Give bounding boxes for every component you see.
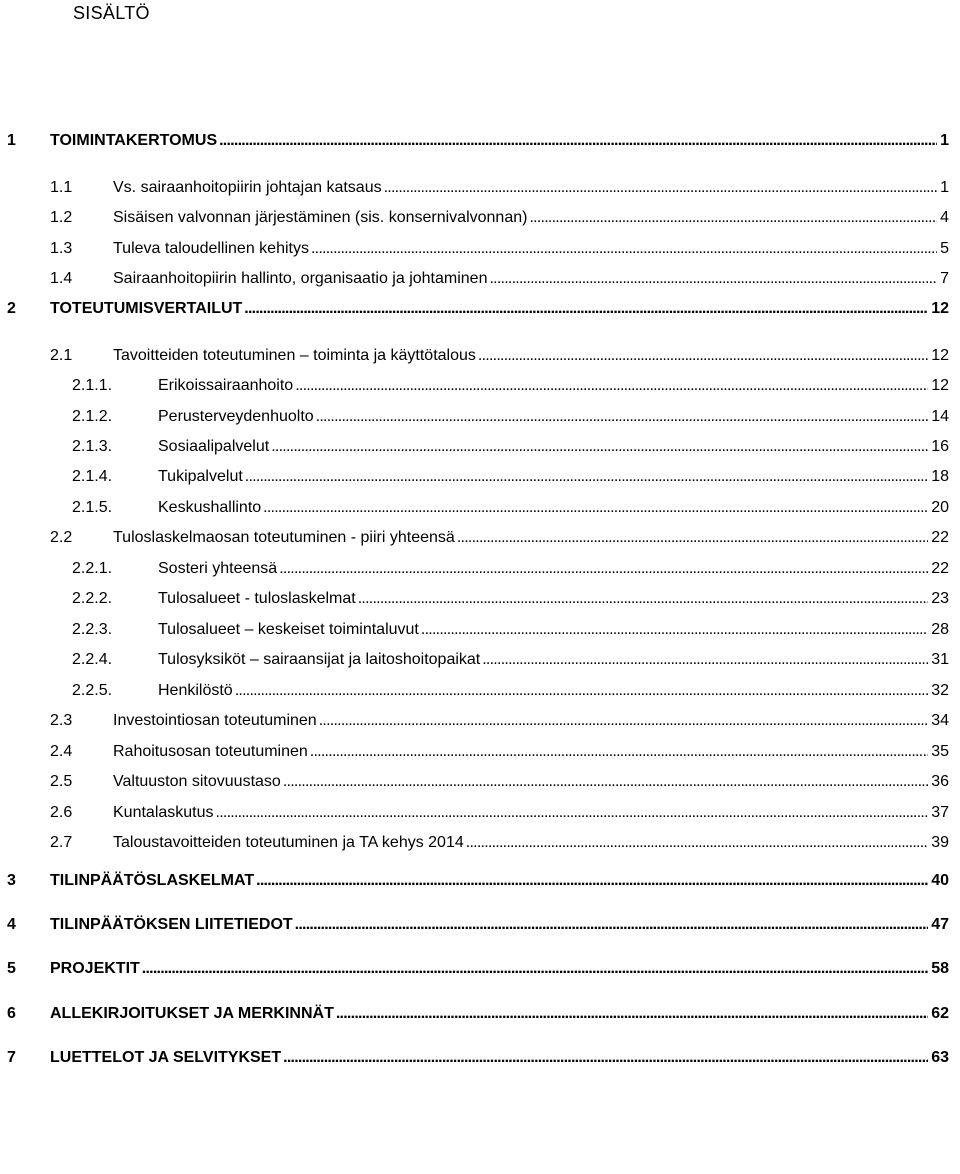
dot-leader bbox=[466, 832, 928, 854]
dot-leader bbox=[311, 238, 937, 260]
dot-leader bbox=[142, 958, 928, 980]
toc-entry-page-number: 36 bbox=[931, 773, 949, 790]
toc-entry-line bbox=[158, 619, 949, 641]
toc-entry-number: 4 bbox=[7, 916, 16, 933]
toc-entry-line bbox=[50, 958, 949, 980]
toc-entry-page-number: 5 bbox=[940, 240, 949, 257]
toc-entry-label: TOIMINTAKERTOMUS bbox=[50, 132, 218, 149]
toc-entry-page-number: 40 bbox=[931, 872, 949, 889]
toc-entry-line bbox=[50, 298, 949, 320]
toc-entry-label: Valtuuston sitovuustaso bbox=[113, 773, 281, 790]
toc-entry-2-2-5-henkilosto[interactable] bbox=[0, 680, 960, 702]
toc-entry-label: Rahoitusosan toteutuminen bbox=[113, 743, 308, 760]
toc-entry-number: 2 bbox=[7, 300, 16, 317]
dot-leader bbox=[310, 741, 928, 763]
dot-leader bbox=[244, 298, 928, 320]
toc-entry-page-number: 47 bbox=[931, 916, 949, 933]
toc-entry-page-number: 22 bbox=[931, 529, 949, 546]
toc-entry-number: 2.7 bbox=[50, 834, 73, 851]
toc-entry-6-allekirjoitukset-ja-merkinnat[interactable] bbox=[0, 1003, 960, 1025]
dot-leader bbox=[457, 527, 928, 549]
dot-leader bbox=[263, 497, 928, 519]
toc-entry-number: 2.2.1. bbox=[72, 560, 113, 577]
toc-entry-page-number: 35 bbox=[931, 743, 949, 760]
toc-entry-label: LUETTELOT JA SELVITYKSET bbox=[50, 1049, 282, 1066]
toc-entry-2-1-3-sosiaalipalvelut[interactable] bbox=[0, 436, 960, 458]
toc-entry-label: Investointiosan toteutuminen bbox=[113, 712, 317, 729]
toc-entry-label: Sairaanhoitopiirin hallinto, organisaatio ja johtaminen bbox=[113, 270, 488, 287]
dot-leader bbox=[358, 588, 928, 610]
toc-entry-line bbox=[50, 130, 949, 152]
toc-entry-3-tilinpaatoslaskelmat[interactable] bbox=[0, 870, 960, 892]
toc-entry-label: Erikoissairaanhoito bbox=[158, 377, 294, 394]
toc-entry-line bbox=[158, 588, 949, 610]
toc-entry-1-4-sairaanhoitopiirin-hallinto-organisaatio-ja-johtaminen[interactable] bbox=[0, 268, 960, 290]
toc-entry-page-number: 39 bbox=[931, 834, 949, 851]
toc-entry-1-1-vs-sairaanhoitopiirin-johtajan-katsaus[interactable] bbox=[0, 177, 960, 199]
dot-leader bbox=[478, 345, 928, 367]
toc-entry-line bbox=[113, 207, 949, 229]
toc-entry-number: 2.1.1. bbox=[72, 377, 113, 394]
toc-entry-page-number: 62 bbox=[931, 1005, 949, 1022]
toc-entry-number: 1.4 bbox=[50, 270, 73, 287]
toc-entry-page-number: 34 bbox=[931, 712, 949, 729]
toc-entry-line bbox=[158, 375, 949, 397]
toc-entry-line bbox=[158, 649, 949, 671]
toc-entry-number: 6 bbox=[7, 1005, 16, 1022]
toc-entry-number: 2.3 bbox=[50, 712, 73, 729]
toc-entry-number: 2.2.2. bbox=[72, 590, 113, 607]
toc-entry-number: 2.2.4. bbox=[72, 651, 113, 668]
toc-entry-line bbox=[50, 870, 949, 892]
dot-leader bbox=[256, 870, 928, 892]
toc-entry-label: TILINPÄÄTÖSLASKELMAT bbox=[50, 872, 255, 889]
toc-entry-page-number: 32 bbox=[931, 682, 949, 699]
toc-entry-label: Perusterveydenhuolto bbox=[158, 408, 314, 425]
dot-leader bbox=[319, 710, 929, 732]
toc-entry-label: Sisäisen valvonnan järjestäminen (sis. konsernivalvonnan) bbox=[113, 209, 528, 226]
toc-entry-label: Sosteri yhteensä bbox=[158, 560, 278, 577]
toc-entry-label: Tulosyksiköt – sairaansijat ja laitoshoitopaikat bbox=[158, 651, 481, 668]
toc-entry-line bbox=[113, 527, 949, 549]
toc-entry-4-tilinpaatoksen-liitetiedot[interactable] bbox=[0, 914, 960, 936]
toc-entry-number: 1 bbox=[7, 132, 16, 149]
toc-entry-label: Tuleva taloudellinen kehitys bbox=[113, 240, 309, 257]
toc-entry-label: Tavoitteiden toteutuminen – toiminta ja käyttötalous bbox=[113, 347, 476, 364]
dot-leader bbox=[245, 466, 928, 488]
toc-entry-number: 2.6 bbox=[50, 804, 73, 821]
dot-leader bbox=[283, 771, 928, 793]
toc-entry-label: Kuntalaskutus bbox=[113, 804, 214, 821]
toc-entry-line bbox=[50, 914, 949, 936]
toc-entry-page-number: 12 bbox=[931, 377, 949, 394]
dot-leader bbox=[529, 207, 937, 229]
toc-entry-number: 2.1.4. bbox=[72, 468, 113, 485]
dot-leader bbox=[384, 177, 937, 199]
toc-entry-line bbox=[113, 238, 949, 260]
toc-entry-label: TOTEUTUMISVERTAILUT bbox=[50, 300, 243, 317]
toc-entry-2-2-4-tulosyksikot-sairaansijat-ja-laitoshoitopaikat[interactable] bbox=[0, 649, 960, 671]
toc-entry-line bbox=[158, 680, 949, 702]
toc-entry-2-1-1-erikoissairaanhoito[interactable] bbox=[0, 375, 960, 397]
toc-entry-page-number: 16 bbox=[931, 438, 949, 455]
toc-entry-label: TILINPÄÄTÖKSEN LIITETIEDOT bbox=[50, 916, 293, 933]
toc-entry-number: 3 bbox=[7, 872, 16, 889]
toc-entry-line bbox=[113, 177, 949, 199]
toc-entry-2-3-investointiosan-toteutuminen[interactable] bbox=[0, 710, 960, 732]
toc-entry-line bbox=[158, 466, 949, 488]
toc-entry-7-luettelot-ja-selvitykset[interactable] bbox=[0, 1047, 960, 1069]
toc-entry-line bbox=[113, 741, 949, 763]
toc-entry-line bbox=[113, 802, 949, 824]
toc-entry-2-6-kuntalaskutus[interactable] bbox=[0, 802, 960, 824]
dot-leader bbox=[421, 619, 928, 641]
toc-entry-number: 2.1.2. bbox=[72, 408, 113, 425]
toc-entry-line bbox=[158, 436, 949, 458]
toc-entry-2-1-2-perusterveydenhuolto[interactable] bbox=[0, 406, 960, 428]
dot-leader bbox=[283, 1047, 928, 1069]
toc-entry-2-2-3-tulosalueet-keskeiset-toimintaluvut[interactable] bbox=[0, 619, 960, 641]
toc-entry-page-number: 58 bbox=[931, 960, 949, 977]
toc-entry-page-number: 18 bbox=[931, 468, 949, 485]
toc-entry-label: Keskushallinto bbox=[158, 499, 262, 516]
toc-entry-line bbox=[113, 268, 949, 290]
dot-leader bbox=[489, 268, 937, 290]
toc-entry-2-1-4-tukipalvelut[interactable] bbox=[0, 466, 960, 488]
toc-entry-number: 2.5 bbox=[50, 773, 73, 790]
toc-entry-number: 2.2.5. bbox=[72, 682, 113, 699]
dot-leader bbox=[219, 130, 937, 152]
dot-leader bbox=[316, 406, 929, 428]
toc-entry-page-number: 4 bbox=[940, 209, 949, 226]
toc-entry-page-number: 31 bbox=[931, 651, 949, 668]
toc-entry-1-2-sisaisen-valvonnan-jarjestaminen-sis-konsernivalvonnan[interactable] bbox=[0, 207, 960, 229]
toc-entry-number: 2.1.3. bbox=[72, 438, 113, 455]
dot-leader bbox=[295, 375, 928, 397]
toc-entry-page-number: 63 bbox=[931, 1049, 949, 1066]
toc-entry-label: Sosiaalipalvelut bbox=[158, 438, 270, 455]
toc-entry-page-number: 23 bbox=[931, 590, 949, 607]
page-title: SISÄLTÖ bbox=[73, 3, 150, 23]
toc-entry-1-3-tuleva-taloudellinen-kehitys[interactable] bbox=[0, 238, 960, 260]
toc-entry-label: ALLEKIRJOITUKSET JA MERKINNÄT bbox=[50, 1005, 334, 1022]
toc-entry-line bbox=[113, 710, 949, 732]
toc-entry-line bbox=[113, 345, 949, 367]
toc-entry-label: Tulosalueet - tuloslaskelmat bbox=[158, 590, 356, 607]
toc-entry-page-number: 12 bbox=[931, 300, 949, 317]
dot-leader bbox=[295, 914, 929, 936]
toc-entry-number: 1.1 bbox=[50, 179, 73, 196]
toc-entry-2-toteutumisvertailut[interactable] bbox=[0, 298, 960, 320]
toc-entry-number: 5 bbox=[7, 960, 16, 977]
toc-entry-label: Vs. sairaanhoitopiirin johtajan katsaus bbox=[113, 179, 382, 196]
toc-entry-page-number: 12 bbox=[931, 347, 949, 364]
toc-entry-page-number: 20 bbox=[931, 499, 949, 516]
dot-leader bbox=[482, 649, 928, 671]
toc-entry-line bbox=[158, 558, 949, 580]
toc-entry-page-number: 14 bbox=[931, 408, 949, 425]
toc-entry-label: PROJEKTIT bbox=[50, 960, 140, 977]
toc-entry-number: 2.2.3. bbox=[72, 621, 113, 638]
toc-entry-number: 2.1 bbox=[50, 347, 73, 364]
dot-leader bbox=[271, 436, 928, 458]
toc-entry-number: 2.1.5. bbox=[72, 499, 113, 516]
toc-entry-label: Tuloslaskelmaosan toteutuminen - piiri yhteensä bbox=[113, 529, 455, 546]
toc-entry-2-1-5-keskushallinto[interactable] bbox=[0, 497, 960, 519]
toc-entry-page-number: 1 bbox=[940, 179, 949, 196]
toc-entry-line bbox=[50, 1003, 949, 1025]
toc-entry-2-5-valtuuston-sitovuustaso[interactable] bbox=[0, 771, 960, 793]
toc-entry-number: 2.2 bbox=[50, 529, 73, 546]
dot-leader bbox=[235, 680, 929, 702]
toc-entry-page-number: 7 bbox=[940, 270, 949, 287]
dot-leader bbox=[216, 802, 929, 824]
toc-entry-line bbox=[50, 1047, 949, 1069]
toc-entry-page-number: 28 bbox=[931, 621, 949, 638]
toc-entry-label: Henkilöstö bbox=[158, 682, 233, 699]
toc-entry-number: 2.4 bbox=[50, 743, 73, 760]
toc-entry-label: Taloustavoitteiden toteutuminen ja TA kehys 2014 bbox=[113, 834, 464, 851]
toc-entry-2-2-tuloslaskelmaosan-toteutuminen-piiri-yhteensa[interactable] bbox=[0, 527, 960, 549]
toc-entry-number: 1.3 bbox=[50, 240, 73, 257]
toc-entry-line bbox=[113, 771, 949, 793]
toc-entry-2-1-tavoitteiden-toteutuminen-toiminta-ja-kayttotalous[interactable] bbox=[0, 345, 960, 367]
toc-entry-line bbox=[113, 832, 949, 854]
toc-entry-label: Tukipalvelut bbox=[158, 468, 243, 485]
toc-entry-label: Tulosalueet – keskeiset toimintaluvut bbox=[158, 621, 419, 638]
toc-entry-5-projektit[interactable] bbox=[0, 958, 960, 980]
toc-entry-1-toimintakertomus[interactable] bbox=[0, 130, 960, 152]
toc-entry-page-number: 1 bbox=[940, 132, 949, 149]
toc-entry-2-4-rahoitusosan-toteutuminen[interactable] bbox=[0, 741, 960, 763]
toc-entry-line bbox=[158, 497, 949, 519]
dot-leader bbox=[279, 558, 928, 580]
toc-entry-page-number: 22 bbox=[931, 560, 949, 577]
toc-entry-number: 7 bbox=[7, 1049, 16, 1066]
toc-entry-2-7-taloustavoitteiden-toteutuminen-ja-ta-kehys-2014[interactable] bbox=[0, 832, 960, 854]
toc-entry-page-number: 37 bbox=[931, 804, 949, 821]
toc-entry-2-2-2-tulosalueet-tuloslaskelmat[interactable] bbox=[0, 588, 960, 610]
toc-entry-number: 1.2 bbox=[50, 209, 73, 226]
dot-leader bbox=[336, 1003, 928, 1025]
toc-entry-line bbox=[158, 406, 949, 428]
toc-entry-2-2-1-sosteri-yhteensa[interactable] bbox=[0, 558, 960, 580]
